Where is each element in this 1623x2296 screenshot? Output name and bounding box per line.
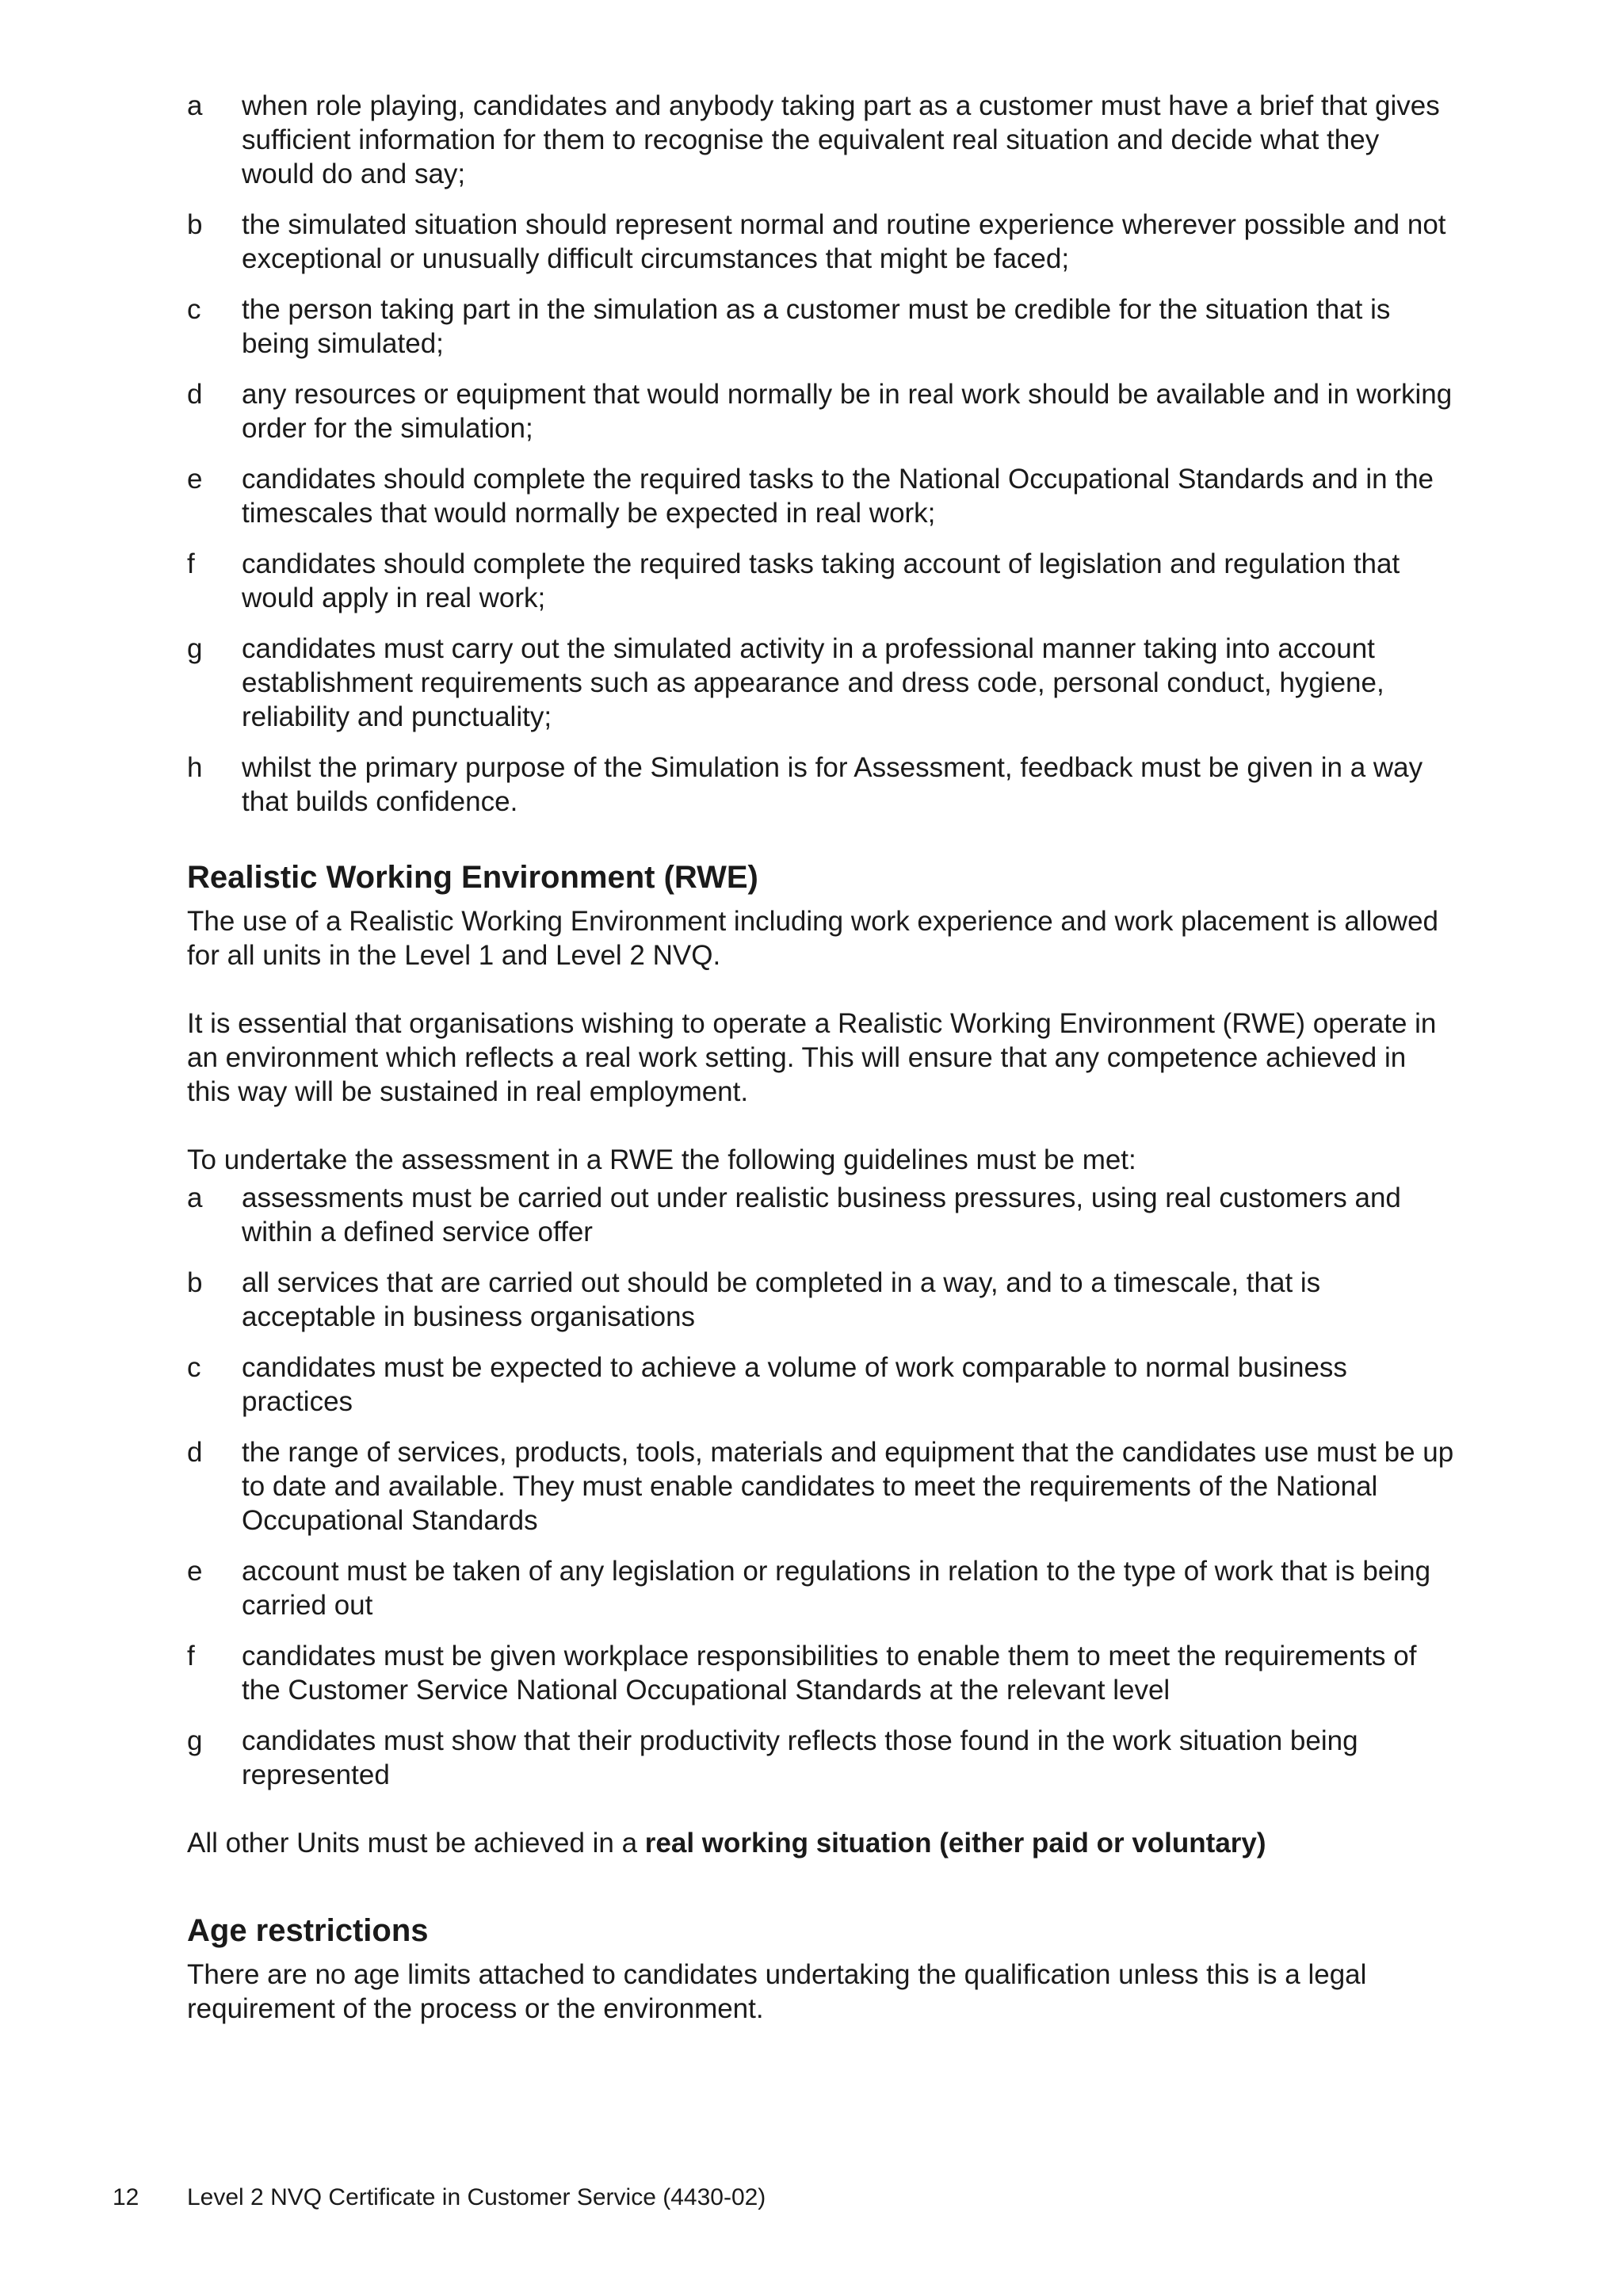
list-item-letter: c (187, 294, 201, 325)
list-item (187, 208, 1455, 276)
rwe-intro: To undertake the assessment in a RWE the following guidelines must be met: (187, 1144, 1136, 1175)
simulation-guidelines-list (187, 89, 1455, 819)
list-item-letter: f (187, 1641, 195, 1671)
list-item-text: the range of services, products, tools, materials and equipment that the candidates use must be up to date and available. They must enable candidates to meet the requirements of the National Occupational Standards (242, 1437, 1454, 1536)
age-paragraph: There are no age limits attached to candidates undertaking the qualification unless this is a legal requirement of the process or the environment. (187, 1959, 1367, 2024)
rwe-guidelines-list (187, 1181, 1455, 1792)
age-heading: Age restrictions (187, 1913, 429, 1948)
list-item-letter: a (187, 1182, 203, 1213)
list-item-letter: d (187, 1437, 203, 1468)
list-item-letter: e (187, 464, 203, 495)
other-units-text: All other Units must be achieved in a (187, 1828, 645, 1859)
footer-title: Level 2 NVQ Certificate in Customer Service (4430-02) (187, 2184, 766, 2210)
list-item-text: candidates should complete the required tasks to the National Occupational Standards and in the timescales that would normally be expected in real work; (242, 464, 1434, 529)
list-item-text: candidates must be given workplace responsibilities to enable them to meet the requirements of the Customer Service National Occupational Standards at the relevant level (242, 1641, 1417, 1706)
list-item (187, 547, 1455, 615)
page-number: 12 (113, 2184, 139, 2210)
list-item-text: candidates should complete the required tasks taking account of legislation and regulation that would apply in real work; (242, 548, 1400, 613)
other-units-paragraph (187, 1826, 1455, 1860)
list-item-text: the person taking part in the simulation as a customer must be credible for the situation that is being simulated; (242, 294, 1391, 359)
list-item (187, 462, 1455, 530)
list-item (187, 89, 1455, 191)
list-item (187, 751, 1455, 819)
rwe-paragraph-1: The use of a Realistic Working Environment including work experience and work placement is allowed for all units in the Level 1 and Level 2 NVQ. (187, 906, 1439, 971)
list-item-text: the simulated situation should represent normal and routine experience wherever possible and not exceptional or unusually difficult circumstances that might be faced; (242, 209, 1446, 274)
list-item-text: whilst the primary purpose of the Simulation is for Assessment, feedback must be given in a way that builds confidence. (242, 752, 1423, 817)
list-item-letter: b (187, 1267, 203, 1298)
list-item-letter: b (187, 209, 203, 240)
rwe-paragraph-2: It is essential that organisations wishing to operate a Realistic Working Environment (RWE) operate in an environment which reflects a real work setting. This will ensure that any competence achieved in this way will be sustained in real employment. (187, 1008, 1437, 1107)
list-item (187, 1350, 1455, 1419)
list-item-text: candidates must carry out the simulated activity in a professional manner taking into account establishment requirements such as appearance and dress code, personal conduct, hygiene, reliability and punctuality; (242, 633, 1384, 732)
list-item (187, 632, 1455, 734)
list-item-letter: e (187, 1556, 203, 1587)
list-item-text: all services that are carried out should be completed in a way, and to a timescale, that is acceptable in business organisations (242, 1267, 1321, 1332)
list-item-text: any resources or equipment that would normally be in real work should be available and in working order for the simulation; (242, 379, 1453, 444)
list-item-text: account must be taken of any legislation or regulations in relation to the type of work that is being carried out (242, 1556, 1431, 1621)
list-item-letter: h (187, 752, 203, 783)
list-item (187, 1554, 1455, 1622)
list-item-letter: g (187, 1725, 203, 1756)
list-item-text: when role playing, candidates and anybody taking part as a customer must have a brief that gives sufficient information for them to recognise the equivalent real situation and decide what they would do and say; (242, 90, 1440, 189)
list-item (187, 1724, 1455, 1792)
list-item (187, 292, 1455, 361)
list-item (187, 1266, 1455, 1334)
list-item-letter: g (187, 633, 203, 664)
list-item-letter: a (187, 90, 203, 121)
other-units-emphasis: real working situation (either paid or voluntary) (644, 1828, 1266, 1859)
list-item (187, 1435, 1455, 1538)
list-item (187, 1639, 1455, 1707)
list-item-letter: f (187, 548, 195, 579)
list-item-text: assessments must be carried out under realistic business pressures, using real customers and within a defined service offer (242, 1182, 1401, 1247)
rwe-heading: Realistic Working Environment (RWE) (187, 860, 758, 895)
list-item-text: candidates must show that their productivity reflects those found in the work situation being represented (242, 1725, 1358, 1790)
page-footer (113, 2183, 766, 2212)
list-item-letter: d (187, 379, 203, 410)
list-item (187, 1181, 1455, 1249)
list-item (187, 377, 1455, 445)
page-content (187, 89, 1455, 2026)
list-item-text: candidates must be expected to achieve a volume of work comparable to normal business practices (242, 1352, 1347, 1417)
list-item-letter: c (187, 1352, 201, 1383)
